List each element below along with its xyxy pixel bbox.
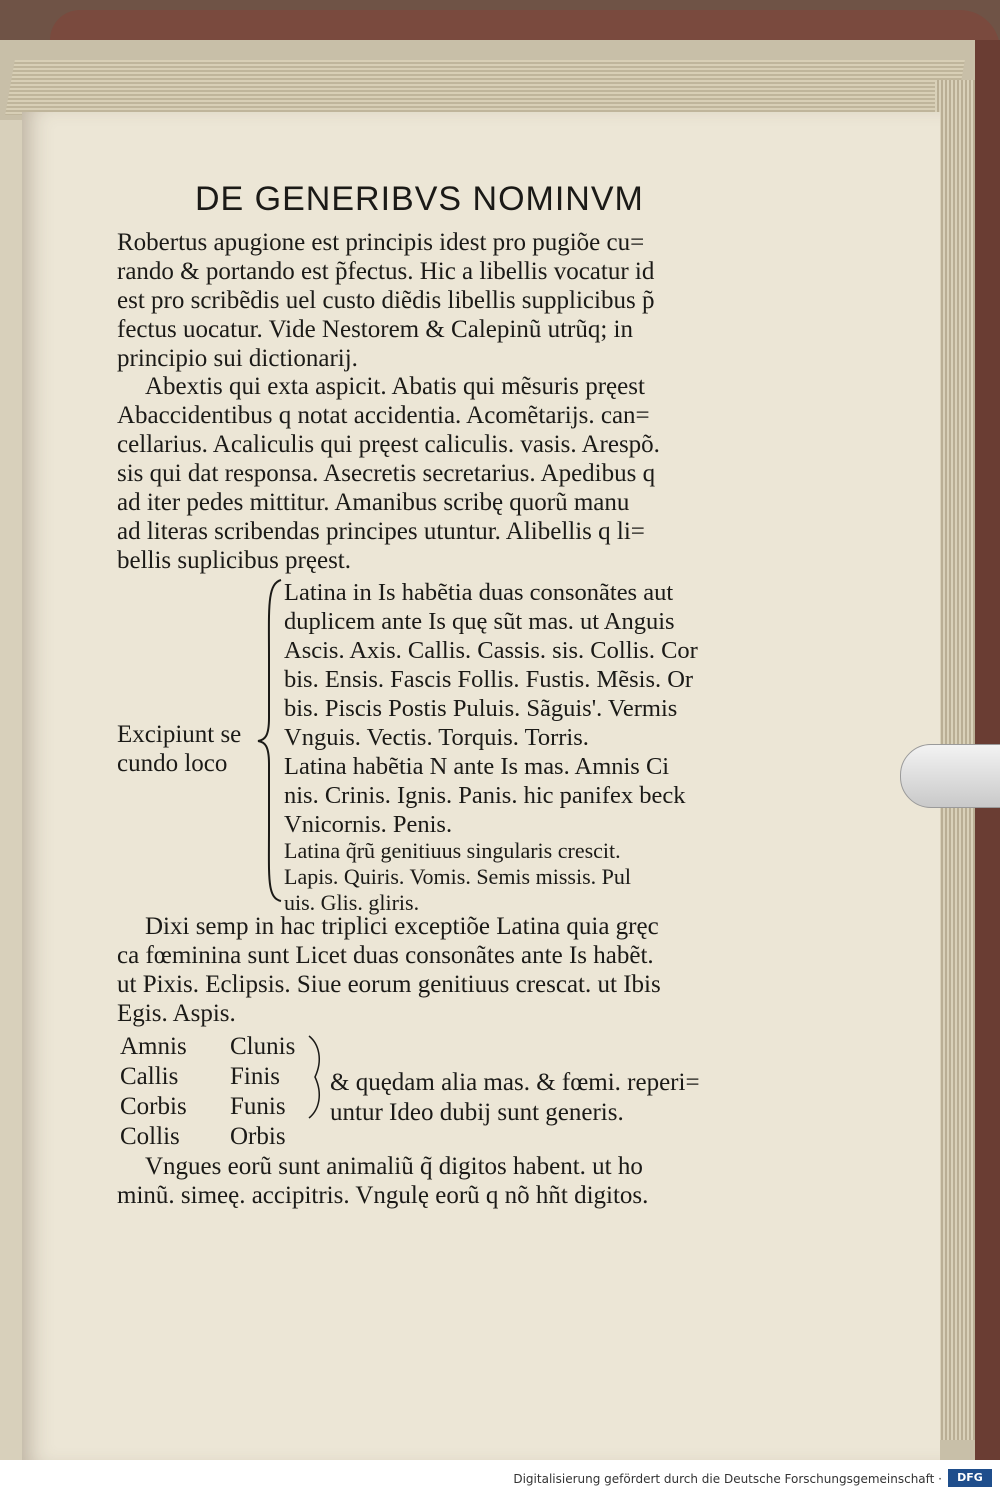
- curly-brace-icon: [255, 578, 285, 903]
- text-line: Ascis. Axis. Callis. Cassis. sis. Collis. Cor: [284, 637, 698, 664]
- page-title: DE GENERIBVS NOMINVM: [195, 180, 644, 218]
- word-item: Finis: [230, 1063, 281, 1090]
- dfg-logo: DFG: [948, 1469, 992, 1487]
- text-line: Excipiunt se: [117, 721, 242, 748]
- word-item: Funis: [230, 1093, 286, 1120]
- word-list-col1: [120, 1032, 187, 1152]
- text-line: ut Pixis. Eclipsis. Siue eorum genitiuus crescat. ut Ibis: [117, 971, 661, 998]
- text-line: bis. Piscis Postis Puluis. Sãguis'. Vermis: [284, 695, 678, 722]
- paragraph-3: [117, 912, 661, 1028]
- text-line: Robertus apugione est principis idest pro pugiõe cu=: [117, 229, 645, 256]
- text-line: ca fœminina sunt Licet duas consonãtes ante Is habẽt.: [117, 942, 654, 969]
- text-line: sis qui dat responsa. Asecretis secretarius. Apedibus q: [117, 460, 656, 487]
- page-edges-top: [5, 60, 965, 115]
- text-line: Vngues eorũ sunt animaliũ q̃ digitos habent. ut ho: [145, 1153, 643, 1180]
- paragraph-2: [117, 372, 660, 575]
- text-line: principio sui dictionarij.: [117, 345, 358, 372]
- word-item: Clunis: [230, 1033, 296, 1060]
- text-line: Latina in Is habẽtia duas consonãtes aut: [284, 579, 674, 606]
- footer-funding-text: Digitalisierung gefördert durch die Deutsche Forschungsgemeinschaft ·: [513, 1472, 942, 1486]
- word-list-note: [330, 1068, 700, 1128]
- text-line: est pro scribẽdis uel custo diẽdis libellis supplicibus p̃: [117, 287, 655, 314]
- exceptions-small: [284, 838, 631, 916]
- text-line: Vnicornis. Penis.: [284, 811, 453, 838]
- text-line: Latina habẽtia N ante Is mas. Amnis Ci: [284, 753, 670, 780]
- word-item: Callis: [120, 1063, 179, 1090]
- text-line: rando & portando est p̃fectus. Hic a libellis vocatur id: [117, 258, 655, 285]
- text-line: minũ. simeę. accipitris. Vngulę eorũ q nõ hñt digitos.: [117, 1182, 649, 1209]
- text-line: nis. Crinis. Ignis. Panis. hic panifex beck: [284, 782, 686, 809]
- paragraph-1: [117, 228, 654, 373]
- text-line: Abextis qui exta aspicit. Abatis qui mẽsuris pręest: [145, 373, 645, 400]
- text-line: Lapis. Quiris. Vomis. Semis missis. Pul: [284, 864, 631, 889]
- text-line: Abaccidentibus q notat accidentia. Acomẽtarijs. can=: [117, 402, 650, 429]
- text-line: untur Ideo dubij sunt generis.: [330, 1099, 624, 1126]
- text-line: Vnguis. Vectis. Torquis. Torris.: [284, 724, 589, 751]
- text-line: bellis suplicibus pręest.: [117, 547, 351, 574]
- word-list-col2: [230, 1032, 295, 1152]
- word-item: Amnis: [120, 1033, 187, 1060]
- word-item: Orbis: [230, 1123, 286, 1150]
- text-line: ad iter pedes mittitur. Amanibus scribę quorũ manu: [117, 489, 630, 516]
- text-line: cellarius. Acaliculis qui pręest caliculis. vasis. Arespõ.: [117, 431, 660, 458]
- text-line: & quędam alia mas. & fœmi. reperi=: [330, 1069, 700, 1096]
- text-line: uis. Glis. gliris.: [284, 890, 420, 915]
- exceptions-main: [284, 578, 698, 839]
- side-label: [117, 720, 241, 778]
- paragraph-4: [117, 1152, 648, 1210]
- footer-bar: [0, 1460, 1000, 1498]
- text-line: duplicem ante Is quę sũt mas. ut Anguis: [284, 608, 675, 635]
- bracket-icon: [305, 1032, 329, 1122]
- text-line: fectus uocatur. Vide Nestorem & Calepinũ utrũq; in: [117, 316, 633, 343]
- word-item: Corbis: [120, 1093, 187, 1120]
- text-line: Latina q̃rũ genitiuus singularis crescit.: [284, 838, 621, 863]
- text-line: Egis. Aspis.: [117, 1000, 236, 1027]
- text-line: ad literas scribendas principes utuntur. Alibellis q li=: [117, 518, 645, 545]
- text-line: bis. Ensis. Fascis Follis. Fustis. Mẽsis. Or: [284, 666, 694, 693]
- word-item: Collis: [120, 1123, 180, 1150]
- page-clip-holder: [900, 744, 1000, 808]
- text-line: Dixi semp in hac triplici exceptiõe Latina quia gręc: [145, 913, 659, 940]
- text-line: cundo loco: [117, 750, 228, 777]
